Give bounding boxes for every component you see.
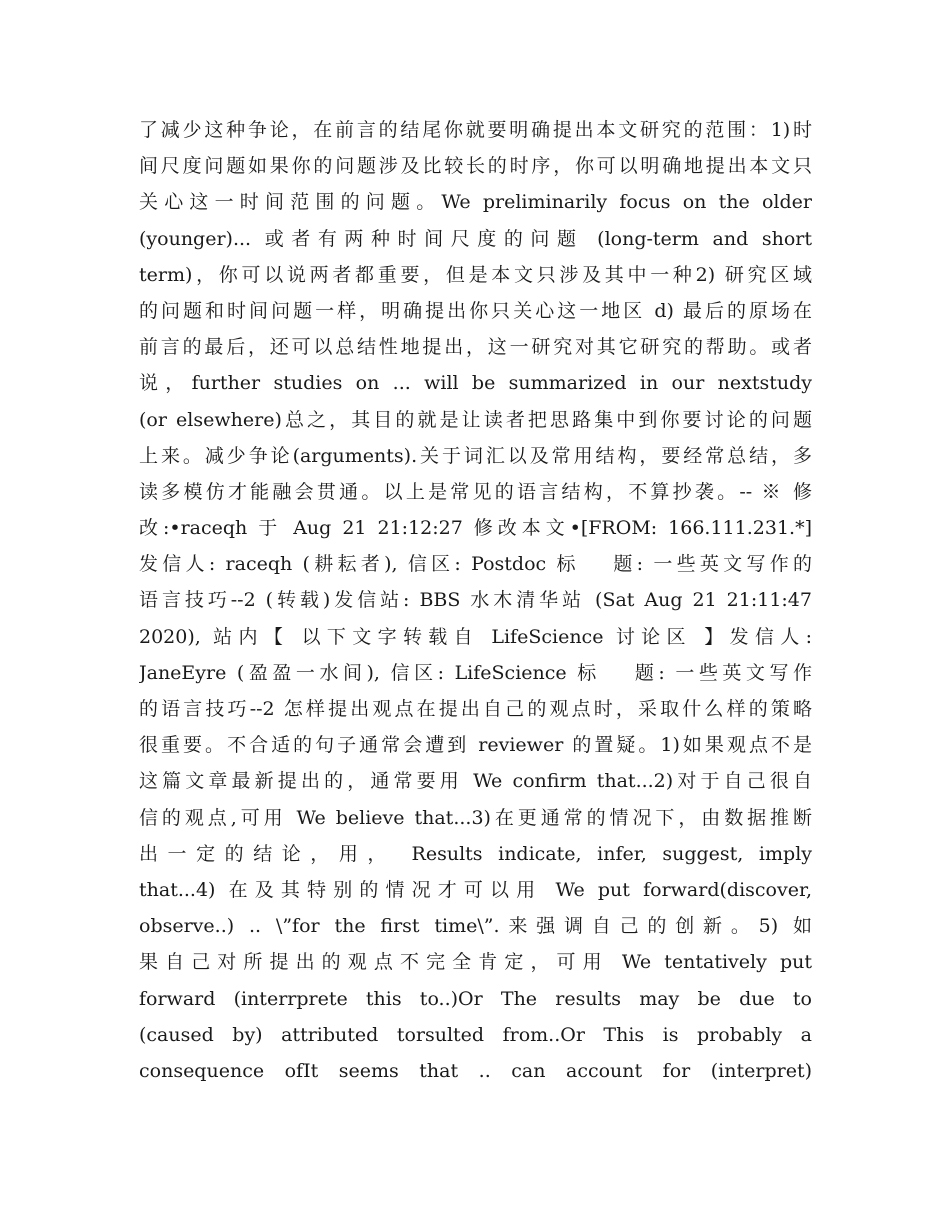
text-line: observe..) .. \”for the first time\”.来强调自己的创新。5) 如 <box>139 915 812 938</box>
text-line: 的语言技巧--2 怎样提出观点在提出自己的观点时，采取什么样的策略 <box>139 698 812 720</box>
text-line: consequence ofIt seems that .. can account for (interpret) <box>139 1059 812 1082</box>
text-line: 前言的最后，还可以总结性地提出，这一研究对其它研究的帮助。或者 <box>139 336 812 359</box>
text-line: 上来。减少争论(arguments).关于词汇以及常用结构，要经常总结，多 <box>139 444 812 467</box>
text-line: 说，further studies on ... will be summarized in our nextstudy <box>139 372 812 395</box>
document-body <box>139 112 812 1089</box>
text-line: that...4) 在及其特别的情况才可以用 We put forward(discover, <box>139 878 812 901</box>
text-line: (caused by) attributed torsulted from..Or This is probably a <box>139 1023 812 1046</box>
text-line: JaneEyre (盈盈一水间), 信区: LifeScience 标 题: 一些英文写作 <box>139 661 812 684</box>
text-line: 这篇文章最新提出的，通常要用 We confirm that...2)对于自己很自 <box>139 770 812 793</box>
text-line: 2020), 站内【 以下文字转载自 LifeScience 讨论区 】发信人: <box>139 625 812 648</box>
text-line: 关心这一时间范围的问题。We preliminarily focus on the older <box>139 191 812 214</box>
text-line: 出一定的结论，用， Results indicate, infer, suggest, imply <box>139 842 812 865</box>
text-line: 信的观点,可用 We believe that...3)在更通常的情况下，由数据推断 <box>139 806 812 829</box>
text-line: (or elsewhere)总之，其目的就是让读者把思路集中到你要讨论的问题 <box>139 408 812 431</box>
text-line: 改:•raceqh 于 Aug 21 21:12:27 修改本文•[FROM: 166.111.231.*] <box>139 517 812 540</box>
text-line: (younger)... 或者有两种时间尺度的问题 (long-term and short <box>139 227 812 250</box>
text-line: term)，你可以说两者都重要，但是本文只涉及其中一种2) 研究区域 <box>139 263 812 286</box>
text-line: 语言技巧--2 (转载)发信站: BBS 水木清华站 (Sat Aug 21 21:11:47 <box>139 589 812 612</box>
text-line: 了减少这种争论，在前言的结尾你就要明确提出本文研究的范围：1)时 <box>139 119 812 141</box>
text-line: 发信人: raceqh (耕耘者), 信区: Postdoc 标 题: 一些英文写作的 <box>139 553 812 576</box>
text-line: 果自己对所提出的观点不完全肯定，可用 We tentatively put <box>139 951 812 974</box>
text-line: 读多模仿才能融会贯通。以上是常见的语言结构，不算抄袭。-- ※ 修 <box>139 480 812 503</box>
text-line: 很重要。不合适的句子通常会遭到 reviewer 的置疑。1)如果观点不是 <box>139 734 812 757</box>
text-line: 间尺度问题如果你的问题涉及比较长的时序，你可以明确地提出本文只 <box>139 155 812 178</box>
text-line: 的问题和时间问题一样，明确提出你只关心这一地区 d) 最后的原场在 <box>139 299 812 322</box>
text-line: forward (interrprete this to..)Or The results may be due to <box>139 987 812 1010</box>
